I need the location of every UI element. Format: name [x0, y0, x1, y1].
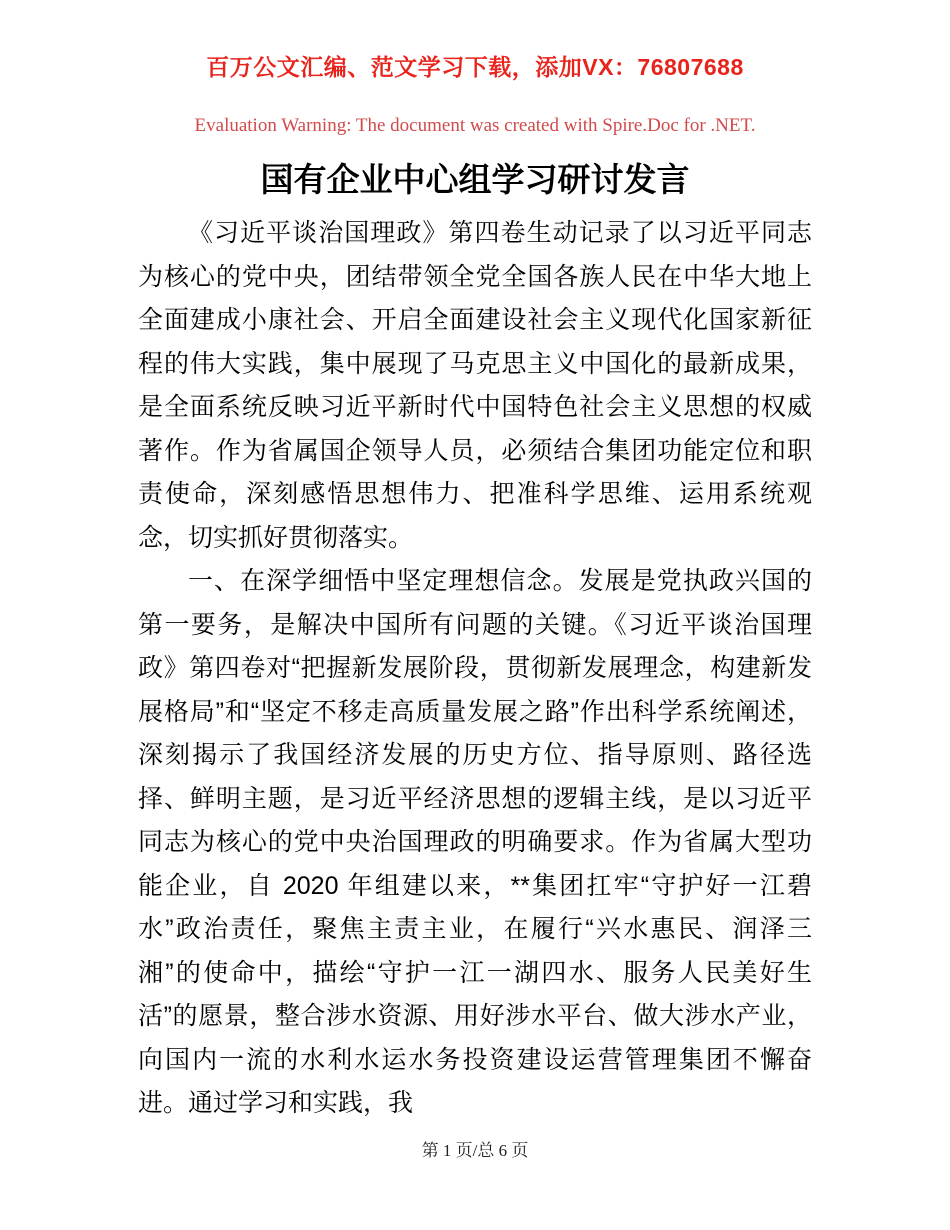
body-paragraph-1: 《习近平谈治国理政》第四卷生动记录了以习近平同志为核心的党中央，团结带领全党全国各族人民在中华大地上全面建成小康社会、开启全面建设社会主义现代化国家新征程的伟大实践，集中展现了马克思主义中国化的最新成果，是全面系统反映习近平新时代中国特色社会主义思想的权威著作。作为省属国企领导人员，必须结合集团功能定位和职责使命，深刻感悟思想伟力、把准科学思维、运用系统观念，切实抓好贯彻落实。: [138, 219, 812, 552]
body-paragraph-2: 一、在深学细悟中坚定理想信念。发展是党执政兴国的第一要务，是解决中国所有问题的关键。《习近平谈治国理政》第四卷对“把握新发展阶段，贯彻新发展理念，构建新发展格局”和“坚定不移走高质量发展之路”作出科学系统阐述，深刻揭示了我国经济发展的历史方位、指导原则、路径选择、鲜明主题，是习近平经济思想的逻辑主线，是以习近平同志为核心的党中央治国理政的明确要求。作为省属大型功能企业，自 2020 年组建以来，**集团扛牢“守护好一江碧水”政治责任，聚焦主责主业，在履行“兴水惠民、润泽三湘”的使命中，描绘“守护一江一湖四水、服务人民美好生活”的愿景，整合涉水资源、用好涉水平台、做大涉水产业，向国内一流的水利水运水务投资建设运营管理集团不懈奋进。通过学习和实践，我: [138, 567, 812, 1117]
evaluation-warning: Evaluation Warning: The document was created with Spire.Doc for .NET.: [194, 115, 756, 136]
header-notice: 百万公文汇编、范文学习下载，添加VX：76807688: [206, 54, 744, 80]
document-title: 国有企业中心组学习研讨发言: [260, 161, 690, 198]
page-number-footer: 第 1 页/总 6 页: [421, 1141, 529, 1160]
